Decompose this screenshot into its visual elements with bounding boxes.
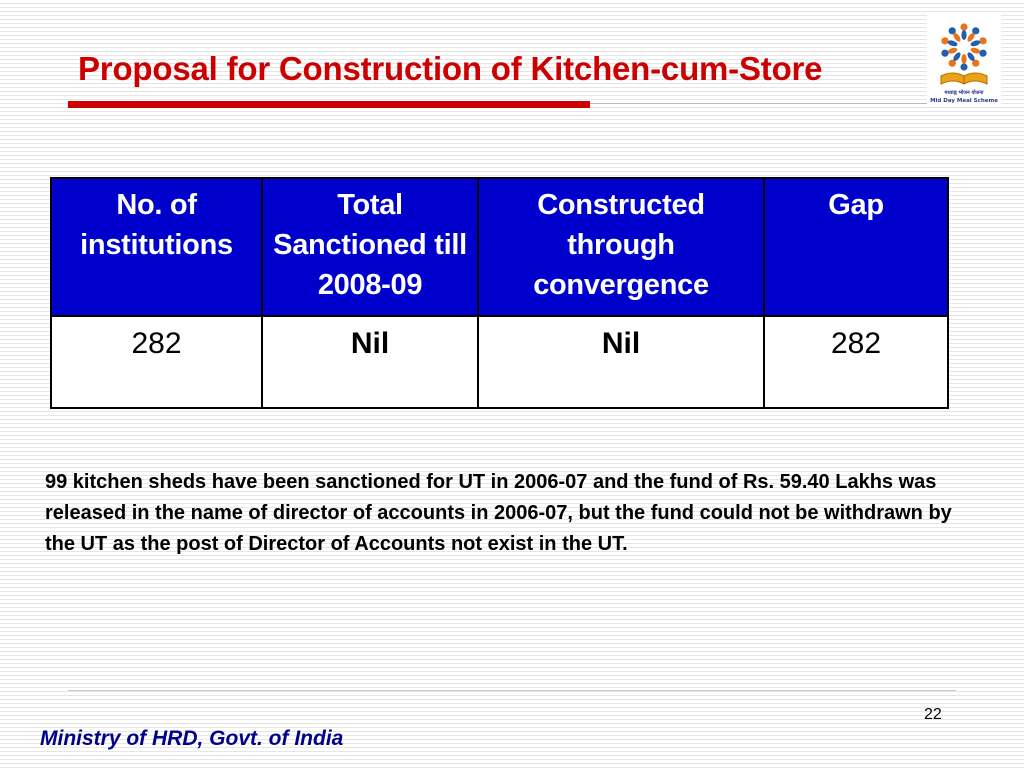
- table-header-cell: Gap: [764, 178, 948, 316]
- logo-caption-hindi: मध्याह्न भोजन योजना: [944, 90, 984, 96]
- table-cell: 282: [51, 316, 262, 408]
- people-circle-book-logo-icon: [927, 14, 1001, 90]
- body-paragraph: 99 kitchen sheds have been sanctioned for UT in 2006-07 and the fund of Rs. 59.40 Lakhs was released in the name of director of accounts in 2006-07, but the fund could not be withdrawn by the UT as the post of Director of Accounts not exist in the UT.: [45, 471, 952, 555]
- page-number: 22: [924, 706, 942, 723]
- footer-rule: [68, 690, 956, 691]
- footer-ministry: Ministry of HRD, Govt. of India: [40, 727, 344, 750]
- table-cell: Nil: [478, 316, 764, 408]
- table-header-cell: Constructed through convergence: [478, 178, 764, 316]
- title-rule: [590, 103, 930, 104]
- slide-title: Proposal for Construction of Kitchen-cum-Store: [78, 50, 823, 87]
- table-header-row: [51, 178, 948, 316]
- table-header-cell: No. of institutions: [51, 178, 262, 316]
- mid-day-meal-logo: [927, 14, 1001, 106]
- table-row: [51, 316, 948, 408]
- table-cell: Nil: [262, 316, 478, 408]
- title-underline: [68, 101, 590, 108]
- logo-caption-english: Mid Day Meal Scheme: [930, 98, 998, 104]
- institutions-table: [50, 177, 949, 409]
- table-cell: 282: [764, 316, 948, 408]
- table-header-cell: Total Sanctioned till 2008-09: [262, 178, 478, 316]
